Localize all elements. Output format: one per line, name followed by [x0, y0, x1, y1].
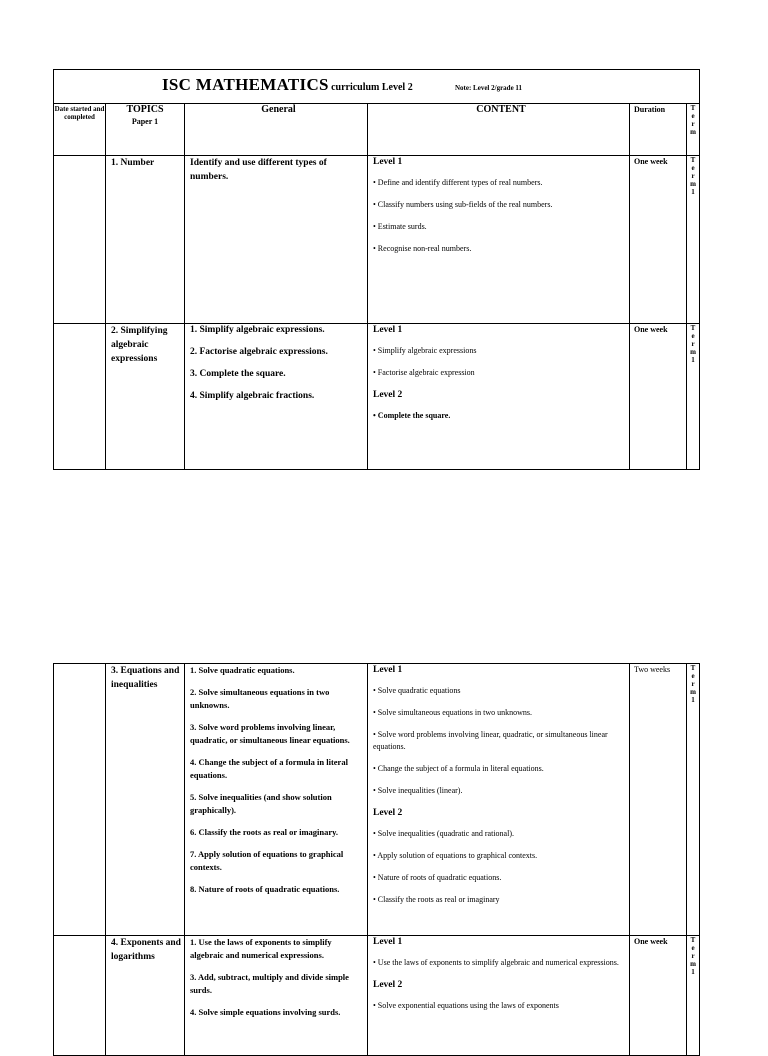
general-item: 3. Add, subtract, multiply and divide simple surds.	[190, 972, 349, 995]
level-label: Level 1	[373, 325, 403, 335]
document-title	[54, 70, 700, 104]
general-cell	[185, 664, 368, 936]
general-item: 3. Complete the square.	[190, 369, 286, 379]
general-item: Identify and use different types of numbers.	[190, 158, 327, 182]
level-label: Level 1	[373, 157, 403, 167]
content-cell	[368, 156, 630, 324]
table-row	[54, 156, 700, 324]
col-date-header: Date started and completed	[54, 104, 106, 156]
content-item: • Solve exponential equations using the laws of exponents	[373, 1001, 559, 1010]
term-cell: T e r m 1	[687, 936, 700, 1056]
content-item: • Simplify algebraic expressions	[373, 346, 477, 355]
col-content-header: CONTENT	[368, 104, 630, 156]
content-item: • Complete the square.	[373, 411, 451, 420]
level-label: Level 2	[373, 980, 403, 990]
content-item: • Solve inequalities (quadratic and rational).	[373, 829, 514, 838]
content-item: • Solve word problems involving linear, quadratic, or simultaneous linear equations.	[373, 730, 608, 751]
paper-label: Paper 1	[131, 117, 159, 126]
title-sub: curriculum Level 2	[331, 82, 413, 93]
col-term-header: T e r m	[687, 104, 700, 156]
topic-cell: 4. Exponents and logarithms	[106, 936, 185, 1056]
curriculum-table-1	[53, 69, 700, 470]
content-item: • Solve quadratic equations	[373, 686, 461, 695]
term-cell: T e r m 1	[687, 156, 700, 324]
general-cell	[185, 936, 368, 1056]
content-item: • Recognise non-real numbers.	[373, 244, 472, 253]
general-item: 5. Solve inequalities (and show solution graphically).	[190, 792, 332, 815]
content-cell	[368, 324, 630, 470]
content-item: • Classify the roots as real or imaginary	[373, 895, 500, 904]
curriculum-table-2	[53, 663, 700, 1056]
term-cell: T e r m 1	[687, 664, 700, 936]
general-item: 2. Factorise algebraic expressions.	[190, 347, 328, 357]
general-item: 2. Solve simultaneous equations in two unknowns.	[190, 687, 330, 710]
general-item: 1. Solve quadratic equations.	[190, 665, 295, 675]
content-item: • Change the subject of a formula in literal equations.	[373, 764, 544, 773]
general-item: 3. Solve word problems involving linear, quadratic, or simultaneous linear equations.	[190, 722, 350, 745]
content-item: • Factorise algebraic expression	[373, 368, 475, 377]
general-item: 4. Simplify algebraic fractions.	[190, 391, 315, 401]
date-cell	[54, 324, 106, 470]
general-cell	[185, 324, 368, 470]
content-cell	[368, 936, 630, 1056]
level-label: Level 1	[373, 937, 403, 947]
content-item: • Solve simultaneous equations in two unknowns.	[373, 708, 533, 717]
col-topics-header	[106, 104, 185, 156]
date-cell	[54, 156, 106, 324]
topic-cell: 1. Number	[106, 156, 185, 324]
general-item: 7. Apply solution of equations to graphical contexts.	[190, 849, 344, 872]
duration-cell: One week	[630, 936, 687, 1056]
table-row	[54, 324, 700, 470]
duration-cell: One week	[630, 156, 687, 324]
col-general-header: General	[185, 104, 368, 156]
general-item: 8. Nature of roots of quadratic equations.	[190, 884, 340, 894]
col-duration-header: Duration	[630, 104, 687, 156]
content-item: • Solve inequalities (linear).	[373, 786, 463, 795]
content-item: • Apply solution of equations to graphical contexts.	[373, 851, 538, 860]
topic-cell: 2. Simplifying algebraic expressions	[106, 324, 185, 470]
topic-cell: 3. Equations and inequalities	[106, 664, 185, 936]
content-item: • Nature of roots of quadratic equations.	[373, 873, 502, 882]
term-cell: T e r m 1	[687, 324, 700, 470]
content-item: • Estimate surds.	[373, 222, 427, 231]
content-item: • Use the laws of exponents to simplify algebraic and numerical expressions.	[373, 958, 619, 967]
table-row	[54, 664, 700, 936]
duration-cell: One week	[630, 324, 687, 470]
general-item: 4. Change the subject of a formula in literal equations.	[190, 757, 348, 780]
title-main: ISC MATHEMATICS	[162, 75, 329, 94]
level-label: Level 1	[373, 665, 403, 675]
content-item: • Classify numbers using sub-fields of the real numbers.	[373, 200, 553, 209]
level-label: Level 2	[373, 390, 403, 400]
date-cell	[54, 664, 106, 936]
title-note: Note: Level 2/grade 11	[454, 84, 523, 92]
content-cell	[368, 664, 630, 936]
general-item: 4. Solve simple equations involving surds.	[190, 1007, 341, 1017]
date-cell	[54, 936, 106, 1056]
general-item: 1. Use the laws of exponents to simplify algebraic and numerical expressions.	[190, 937, 332, 960]
general-item: 1. Simplify algebraic expressions.	[190, 325, 325, 335]
level-label: Level 2	[373, 808, 403, 818]
duration-cell: Two weeks	[630, 664, 687, 936]
general-item: 6. Classify the roots as real or imaginary.	[190, 827, 339, 837]
table-row	[54, 936, 700, 1056]
general-cell	[185, 156, 368, 324]
content-item: • Define and identify different types of real numbers.	[373, 178, 543, 187]
topics-label: TOPICS	[126, 104, 164, 115]
